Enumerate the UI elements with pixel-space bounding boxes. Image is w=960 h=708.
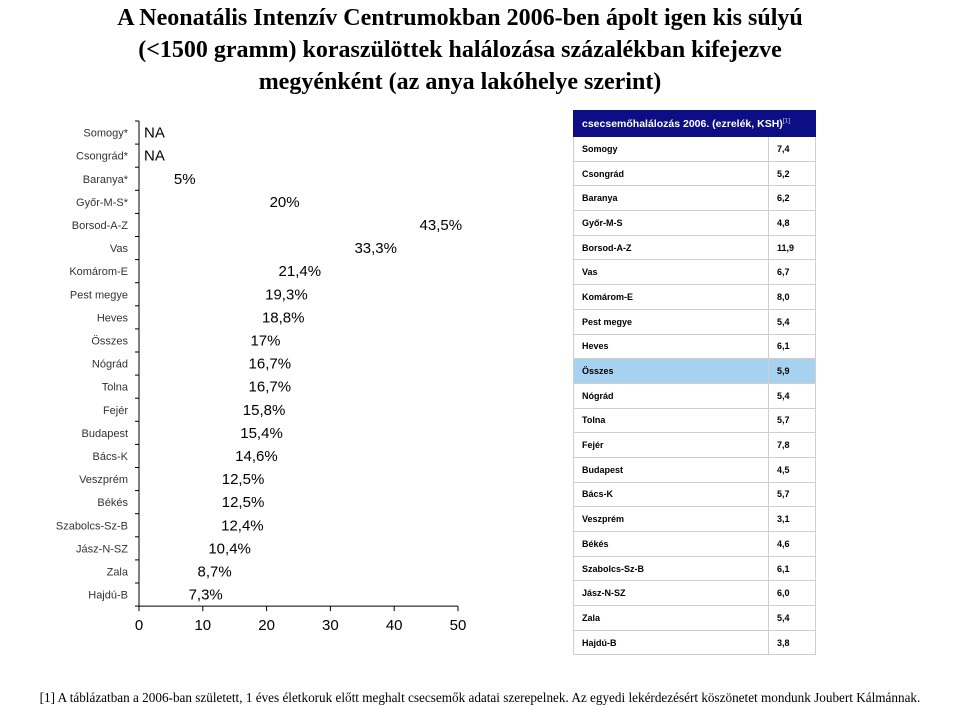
county-name: Békés <box>574 532 769 557</box>
data-label: 16,7% <box>248 378 292 396</box>
mortality-value: 5,7 <box>769 482 816 507</box>
category-label: Békés <box>97 497 128 510</box>
data-label: 7,3% <box>188 586 223 604</box>
category-label: Csongrád* <box>76 150 128 163</box>
x-tick-label: 20 <box>258 617 275 635</box>
mortality-value: 7,4 <box>769 137 816 162</box>
category-label: Győr-M-S* <box>76 196 128 209</box>
table-header-ref: [1] <box>782 118 791 124</box>
county-name: Jász-N-SZ <box>574 581 769 606</box>
mortality-value: 4,5 <box>769 457 816 482</box>
mortality-value: 5,7 <box>769 408 816 433</box>
table-row <box>574 581 816 606</box>
mortality-value: 6,1 <box>769 334 816 359</box>
table-row <box>574 630 816 655</box>
county-name: Veszprém <box>574 507 769 532</box>
table-row <box>574 606 816 631</box>
category-label: Tolna <box>101 381 128 394</box>
category-label: Bács-K <box>92 450 128 463</box>
county-name: Tolna <box>574 408 769 433</box>
county-name: Összes <box>574 359 769 384</box>
x-tick-label: 30 <box>322 617 339 635</box>
footnote: [1] A táblázatban a 2006-ban született, 1 éves életkoruk előtt meghalt csecsemők adatai szerepelnek. Az egyedi lekérdezésért köszönetet mondunk Joubert Kálmánnak. <box>39 690 921 705</box>
table-row <box>574 482 816 507</box>
county-name: Pest megye <box>574 309 769 334</box>
table-row <box>574 186 816 211</box>
table-row <box>574 285 816 310</box>
mortality-value: 5,9 <box>769 359 816 384</box>
data-label: 43,5% <box>419 216 463 234</box>
table-row <box>574 359 816 384</box>
county-name: Nógrád <box>574 383 769 408</box>
county-name: Somogy <box>574 137 769 162</box>
county-name: Zala <box>574 606 769 631</box>
mortality-value: 5,4 <box>769 383 816 408</box>
mortality-value: 3,1 <box>769 507 816 532</box>
county-name: Vas <box>574 260 769 285</box>
data-label: NA <box>144 124 165 142</box>
category-label: Összes <box>91 335 128 348</box>
county-name: Fejér <box>574 433 769 458</box>
mortality-value: 5,2 <box>769 161 816 186</box>
county-name: Heves <box>574 334 769 359</box>
data-label: 5% <box>173 170 196 188</box>
table-row <box>574 556 816 581</box>
mortality-value: 6,0 <box>769 581 816 606</box>
data-label: 10,4% <box>208 540 251 558</box>
category-label: Veszprém <box>79 474 128 487</box>
table-row <box>574 260 816 285</box>
category-label: Somogy* <box>83 127 128 140</box>
table-row <box>574 507 816 532</box>
title-line-2: (<1500 gramm) koraszülöttek halálozása százalékban kifejezve <box>138 37 782 63</box>
x-tick-label: 50 <box>449 617 467 635</box>
category-label: Komárom-E <box>69 266 128 279</box>
category-label: Hajdú-B <box>88 589 128 602</box>
data-label: 15,8% <box>242 401 286 419</box>
data-label: 12,5% <box>221 471 265 489</box>
table-row <box>574 408 816 433</box>
table-row <box>574 383 816 408</box>
category-label: Baranya* <box>82 173 128 186</box>
category-label: Pest megye <box>69 289 128 302</box>
mortality-value: 6,7 <box>769 260 816 285</box>
data-label: NA <box>144 147 165 165</box>
county-name: Borsod-A-Z <box>574 235 769 260</box>
county-name: Baranya <box>574 186 769 211</box>
mortality-value: 4,6 <box>769 532 816 557</box>
county-name: Komárom-E <box>574 285 769 310</box>
x-tick-label: 10 <box>194 617 212 635</box>
table-header <box>574 111 816 137</box>
table-row <box>574 532 816 557</box>
data-label: 21,4% <box>278 263 322 281</box>
mortality-value: 4,8 <box>769 211 816 236</box>
x-tick-label: 40 <box>385 617 403 635</box>
category-label: Jász-N-SZ <box>76 543 128 556</box>
data-label: 16,7% <box>248 355 292 373</box>
mortality-value: 6,1 <box>769 556 816 581</box>
mortality-value: 5,4 <box>769 309 816 334</box>
category-label: Borsod-A-Z <box>71 219 128 232</box>
data-label: 12,5% <box>221 494 265 512</box>
x-tick-label: 0 <box>134 617 144 635</box>
data-label: 33,3% <box>354 240 398 258</box>
category-label: Budapest <box>81 427 128 440</box>
mortality-value: 7,8 <box>769 433 816 458</box>
county-name: Hajdú-B <box>574 630 769 655</box>
category-label: Zala <box>106 566 128 579</box>
data-label: 18,8% <box>261 309 305 327</box>
data-label: 19,3% <box>265 286 308 304</box>
mortality-value: 6,2 <box>769 186 816 211</box>
category-label: Fejér <box>102 404 128 417</box>
table-row <box>574 309 816 334</box>
title-line-3: megyénként (az anya lakóhelye szerint) <box>258 69 662 95</box>
table-row <box>574 137 816 162</box>
county-name: Csongrád <box>574 161 769 186</box>
mortality-value: 5,4 <box>769 606 816 631</box>
table-row <box>574 457 816 482</box>
infant-mortality-table <box>573 110 816 655</box>
table-row <box>574 433 816 458</box>
category-label: Vas <box>109 243 128 256</box>
table-row <box>574 334 816 359</box>
category-label: Szabolcs-Sz-B <box>55 520 128 533</box>
data-label: 15,4% <box>240 424 283 442</box>
mortality-value: 3,8 <box>769 630 816 655</box>
table-row <box>574 211 816 236</box>
county-name: Bács-K <box>574 482 769 507</box>
title-line-1: A Neonatális Intenzív Centrumokban 2006-ben ápolt igen kis súlyú <box>117 5 803 31</box>
category-label: Heves <box>96 312 128 325</box>
table-header-text: csecsemőhalálozás 2006. (ezrelék, KSH) <box>582 117 783 130</box>
data-label: 8,7% <box>197 563 232 581</box>
county-name: Budapest <box>574 457 769 482</box>
county-name: Győr-M-S <box>574 211 769 236</box>
mortality-value: 8,0 <box>769 285 816 310</box>
data-label: 17% <box>250 332 281 350</box>
data-label: 20% <box>269 193 300 211</box>
table-row <box>574 161 816 186</box>
mortality-value: 11,9 <box>769 235 816 260</box>
category-label: Nógrád <box>91 358 128 371</box>
data-label: 14,6% <box>235 447 278 465</box>
table-header-row <box>574 111 816 137</box>
county-name: Szabolcs-Sz-B <box>574 556 769 581</box>
table-row <box>574 235 816 260</box>
data-label: 12,4% <box>221 517 264 535</box>
